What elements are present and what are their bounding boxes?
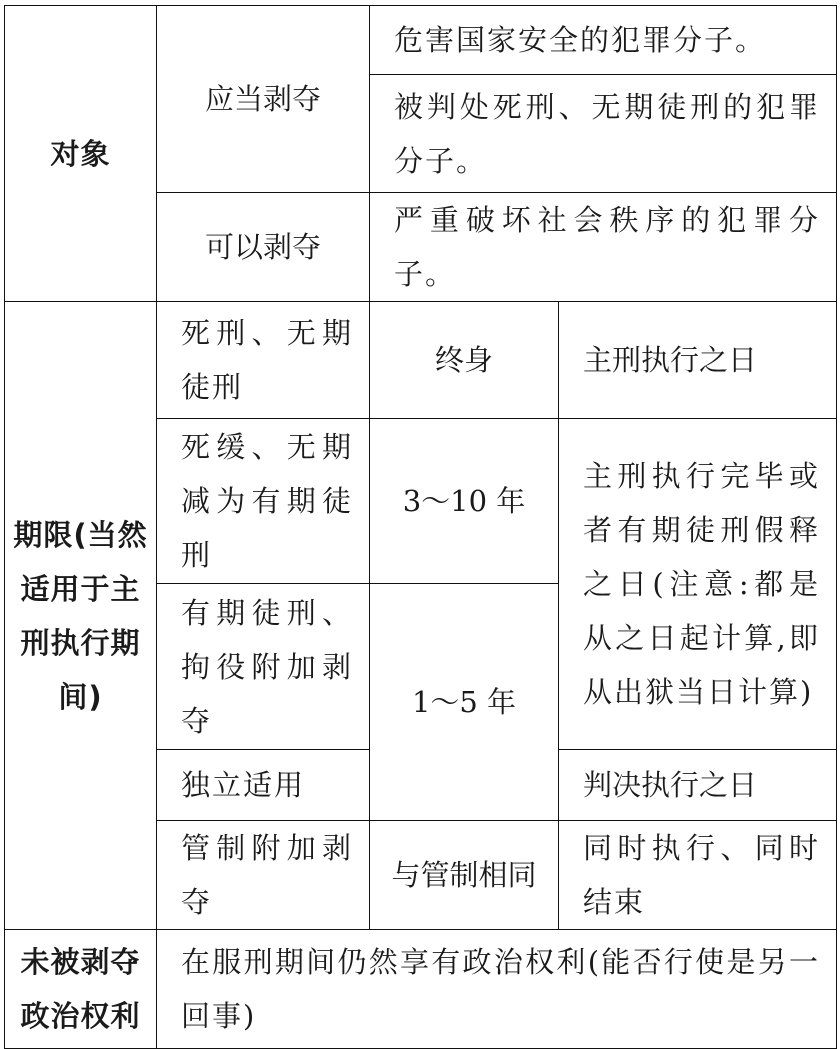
- term-start-simultaneous: 同时执行、同时结束: [559, 821, 837, 930]
- term-start-judgment: 判决执行之日: [559, 750, 837, 821]
- term-case-reprieve: 死缓、无期减为有期徒刑: [157, 419, 370, 584]
- term-case-independent: 独立适用: [157, 750, 370, 821]
- may-deprive-item: 严重破坏社会秩序的犯罪分子。: [370, 193, 837, 302]
- political-rights-table: [4, 5, 837, 1049]
- may-deprive-label: 可以剥夺: [157, 193, 370, 302]
- term-start-main-penalty: 主刑执行之日: [559, 302, 837, 419]
- term-case-death: 死刑、无期徒刑: [157, 302, 370, 419]
- term-start-after-release: 主刑执行完毕或者有期徒刑假释之日(注意:都是从之日起计算,即从出狱当日计算): [559, 419, 837, 750]
- term-period-3-10: 3～10 年: [370, 419, 559, 584]
- must-deprive-item-2: 被判处死刑、无期徒刑的犯罪分子。: [370, 75, 837, 193]
- must-deprive-item-1: 危害国家安全的犯罪分子。: [370, 6, 837, 75]
- term-period-lifelong: 终身: [370, 302, 559, 419]
- term-case-surveillance: 管制附加剥夺: [157, 821, 370, 930]
- not-deprived-header: 未被剥夺政治权利: [5, 930, 157, 1049]
- object-header: 对象: [5, 6, 157, 302]
- not-deprived-text: 在服刑期间仍然享有政治权利(能否行使是另一回事): [157, 930, 837, 1049]
- term-case-fixed-term: 有期徒刑、拘役附加剥夺: [157, 584, 370, 750]
- term-period-surveillance: 与管制相同: [370, 821, 559, 930]
- term-period-1-5: 1～5 年: [370, 584, 559, 821]
- must-deprive-label: 应当剥夺: [157, 6, 370, 193]
- term-header: 期限(当然适用于主刑执行期间): [5, 302, 157, 930]
